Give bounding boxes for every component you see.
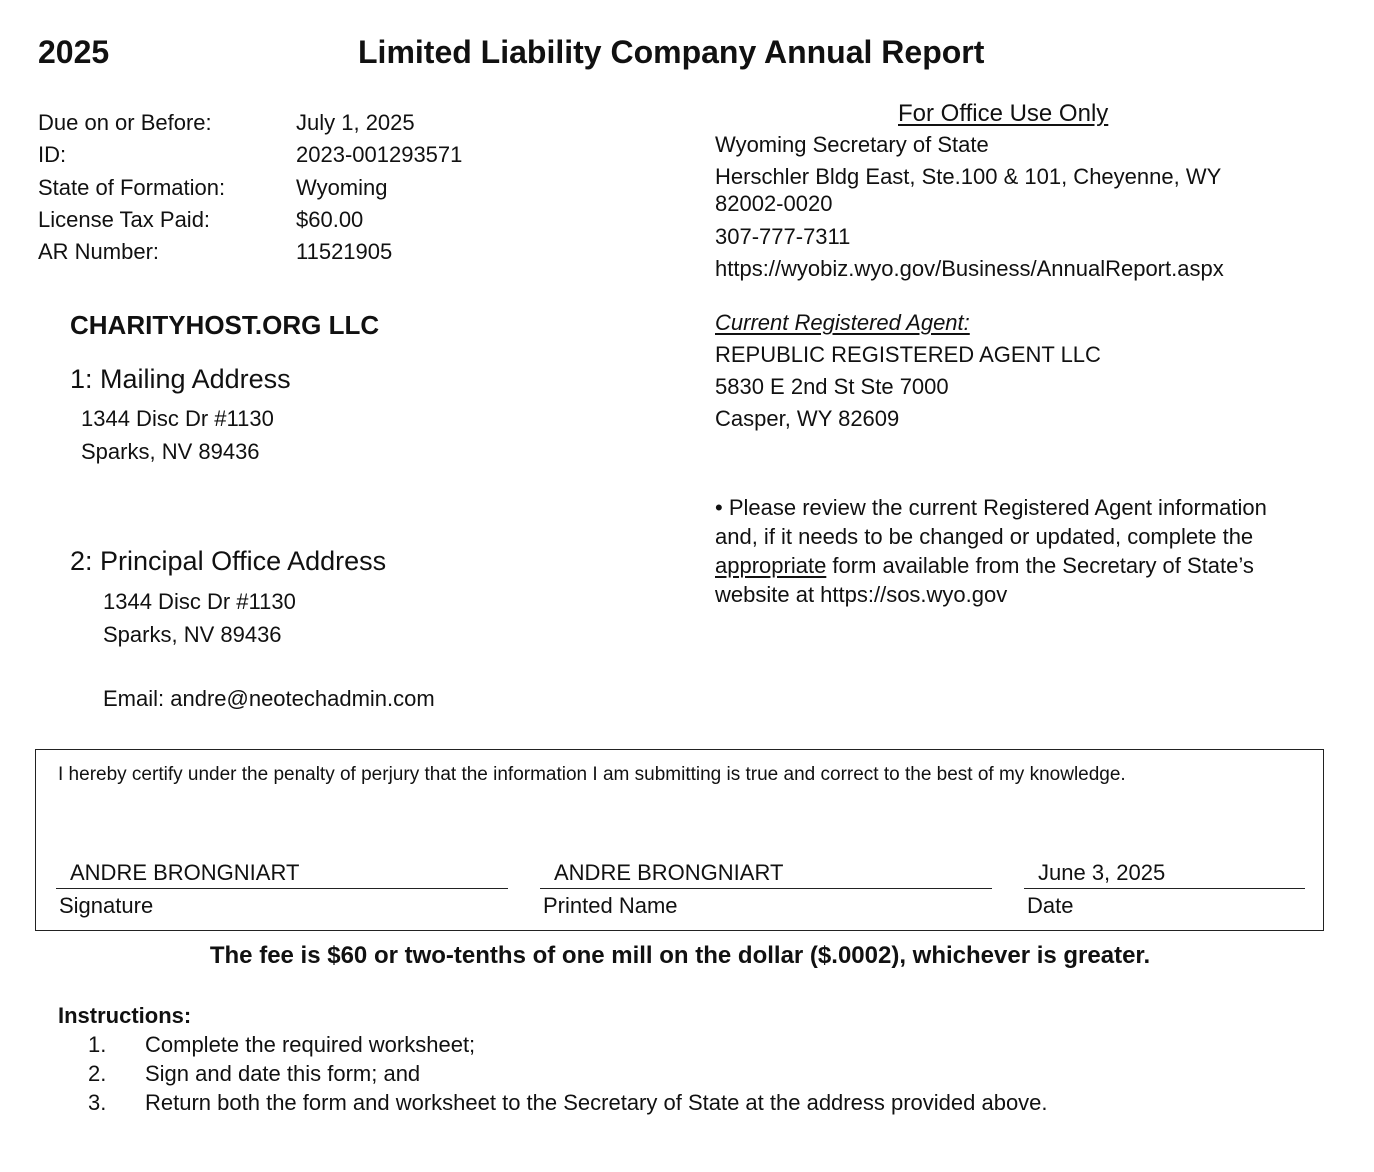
instructions-heading: Instructions:: [58, 1003, 192, 1028]
note-text-before: • Please review the current Registered Agent information and, if it needs to be changed or updated, complete the: [715, 495, 1267, 549]
registered-agent-address-line2: Casper, WY 82609: [715, 406, 900, 431]
email-line: Email: andre@neotechadmin.com: [103, 686, 435, 711]
report-year: 2025: [38, 34, 110, 70]
info-label-ar: AR Number:: [38, 239, 160, 264]
instruction-item: Sign and date this form; and: [145, 1061, 421, 1086]
info-label-id: ID:: [38, 142, 67, 167]
principal-address-line2: Sparks, NV 89436: [103, 622, 282, 647]
instruction-number: 1.: [88, 1032, 107, 1057]
signature-label: Signature: [59, 893, 154, 918]
info-value-state: Wyoming: [296, 175, 388, 200]
info-value-due: July 1, 2025: [296, 110, 415, 135]
printed-name-label: Printed Name: [543, 893, 678, 918]
registered-agent-heading: Current Registered Agent:: [715, 310, 970, 335]
printed-name-line: [540, 888, 992, 889]
principal-address-line1: 1344 Disc Dr #1130: [103, 589, 296, 614]
instruction-number: 2.: [88, 1061, 107, 1086]
info-value-id: 2023-001293571: [296, 142, 463, 167]
printed-name-value: ANDRE BRONGNIART: [554, 860, 784, 885]
office-phone: 307-777-7311: [715, 224, 851, 249]
note-text-after: form available from the Secretary of State’s website at https://sos.wyo.gov: [715, 553, 1254, 607]
date-label: Date: [1027, 893, 1074, 918]
office-name: Wyoming Secretary of State: [715, 132, 989, 157]
mailing-address-heading: 1: Mailing Address: [70, 364, 291, 394]
registered-agent-name: REPUBLIC REGISTERED AGENT LLC: [715, 342, 1101, 367]
principal-address-heading: 2: Principal Office Address: [70, 546, 387, 576]
info-label-due: Due on or Before:: [38, 110, 212, 135]
date-line: [1024, 888, 1305, 889]
mailing-address-line1: 1344 Disc Dr #1130: [81, 406, 274, 431]
signature-value: ANDRE BRONGNIART: [70, 860, 300, 885]
info-label-tax: License Tax Paid:: [38, 207, 211, 232]
company-name: CHARITYHOST.ORG LLC: [70, 310, 380, 340]
office-use-title: For Office Use Only: [898, 100, 1109, 127]
info-label-state: State of Formation:: [38, 175, 226, 200]
page-title: Limited Liability Company Annual Report: [358, 34, 985, 70]
info-value-tax: $60.00: [296, 207, 364, 232]
registered-agent-note: [715, 493, 1315, 609]
instruction-number: 3.: [88, 1090, 107, 1115]
mailing-address-line2: Sparks, NV 89436: [81, 439, 260, 464]
instruction-item: Return both the form and worksheet to the Secretary of State at the address provided above.: [145, 1090, 1048, 1115]
office-address-line2: 82002-0020: [715, 191, 833, 216]
appropriate-link[interactable]: appropriate: [715, 553, 827, 578]
fee-note: The fee is $60 or two-tenths of one mill on the dollar ($.0002), whichever is greater.: [209, 942, 1151, 969]
date-value: June 3, 2025: [1038, 860, 1166, 885]
office-url: https://wyobiz.wyo.gov/Business/AnnualReport.aspx: [715, 256, 1224, 281]
certification-statement: I hereby certify under the penalty of perjury that the information I am submitting is true and correct to the best of my knowledge.: [58, 764, 1126, 785]
signature-line: [56, 888, 508, 889]
registered-agent-address-line1: 5830 E 2nd St Ste 7000: [715, 374, 949, 399]
instruction-item: Complete the required worksheet;: [145, 1032, 476, 1057]
info-value-ar: 11521905: [296, 239, 393, 264]
office-address-line1: Herschler Bldg East, Ste.100 & 101, Cheyenne, WY: [715, 164, 1222, 189]
